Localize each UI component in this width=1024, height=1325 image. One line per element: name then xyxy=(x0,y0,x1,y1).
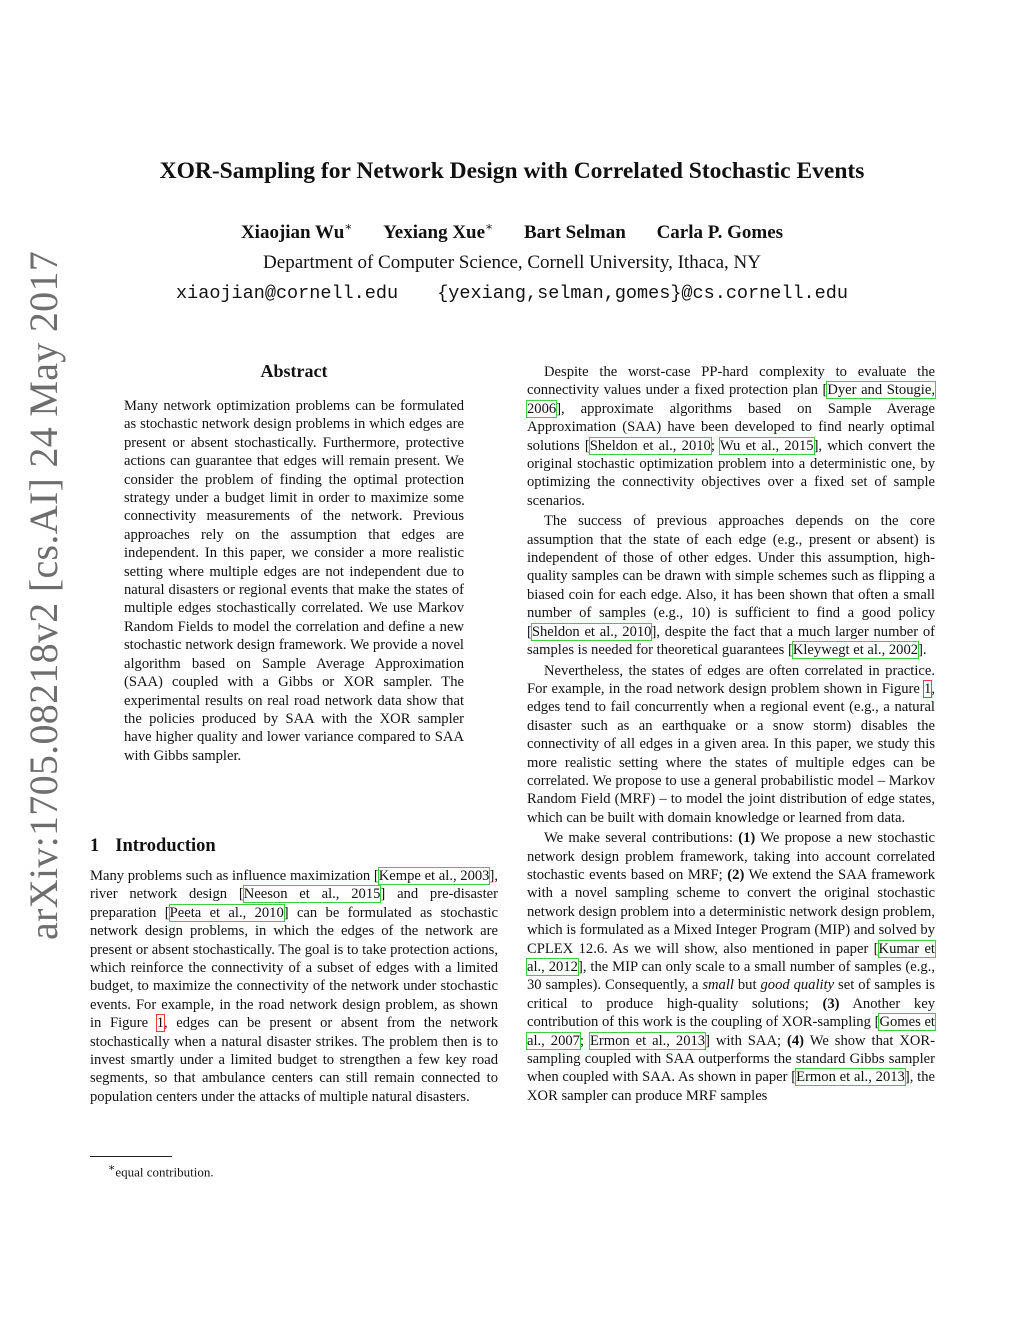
introduction-body xyxy=(90,867,498,1106)
citation-link[interactable]: Neeson et al., 2015 xyxy=(243,886,381,903)
section-heading-introduction: 1 Introduction xyxy=(90,836,216,856)
figure-ref-link[interactable]: 1 xyxy=(924,680,932,697)
figure-ref-link[interactable]: 1 xyxy=(156,1015,164,1032)
citation-link[interactable]: Kumar et al., 2012 xyxy=(527,940,935,975)
author-emails xyxy=(0,283,1024,304)
citation-link[interactable]: Dyer and Stougie, 2006 xyxy=(527,382,935,417)
footnote: ∗equal contribution. xyxy=(108,1162,214,1180)
citation-link[interactable]: Kleywegt et al., 2002 xyxy=(792,642,919,659)
citation-link[interactable]: Kempe et al., 2003 xyxy=(378,868,490,884)
author-name: Carla P. Gomes xyxy=(656,222,784,244)
email-address[interactable]: xiaojian@cornell.edu xyxy=(176,283,399,304)
paragraph: Despite the worst-case PP-hard complexity to evaluate the connectivity values under a fixed protection plan [Dyer and Stougie, 2006], approximate algorithms based on Sample Average Approximation (SAA) have been developed to find nearly optimal solutions [Sheldon et al., 2010; Wu et al., 2015], which convert the original stochastic optimization problem into a deterministic one, by optimizing the connectivity objectives over a fixed set of sample scenarios. xyxy=(527,364,935,509)
citation-link[interactable]: Wu et al., 2015 xyxy=(719,437,814,454)
paper-title: XOR-Sampling for Network Design with Correlated Stochastic Events xyxy=(159,158,865,184)
author-name: Xiaojian Wu∗ xyxy=(240,220,353,244)
citation-link[interactable]: Sheldon et al., 2010 xyxy=(589,437,711,454)
author-list xyxy=(0,220,1024,244)
author-name: Yexiang Xue∗ xyxy=(383,220,494,244)
arxiv-identifier-stamp: arXiv:1705.08218v2 [cs.AI] 24 May 2017 xyxy=(21,250,66,940)
citation-link[interactable]: Sheldon et al., 2010 xyxy=(531,623,652,640)
footnote-divider xyxy=(90,1156,172,1157)
paragraph: Nevertheless, the states of edges are often correlated in practice. For example, in the road network design problem shown in Figure 1, edges tend to fail concurrently when a regional event (e.g., a natural disaster such as an earthquake or a snow storm) disables the connectivity of all edges in a given area. In this paper, we study this more realistic setting where the states of multiple edges can be correlated. We propose to use a general probabilistic model – Markov Random Field (MRF) – to model the joint distribution of edge states, which can be built with domain knowledge or learned from data. xyxy=(527,662,935,826)
paragraph: The success of previous approaches depends on the core assumption that the state of each edge (e.g., present or absent) is independent of those of other edges. Under this assumption, high-quality samples can be drawn with simple schemes such as flipping a biased coin for each edge. Also, it has been shown that often a small number of samples (e.g., 10) is sufficient to find a good policy [Sheldon et al., 2010], despite the fact that a much larger number of samples is needed for theoretical guarantees [Kleywegt et al., 2002]. xyxy=(527,513,935,659)
affiliation: Department of Computer Science, Cornell University, Ithaca, NY xyxy=(263,252,761,273)
right-column-body xyxy=(527,363,935,1105)
paragraph: Many problems such as influence maximization [Kempe et al., 2003], river network design [Neeson et al., 2015] and pre-disaster preparation [Peeta et al., 2010] can be formulated as stochastic network design problems, in which the edges of the network are present or absent stochastically. The goal is to take protection actions, which reinforce the connectivity of a subset of edges with a limited budget, to maximize the connectivity of the network under stochastic events. For example, in the road network design problem, as shown in Figure 1, edges can be present or absent from the network stochastically when a natural disaster strikes. The problem then is to invest smartly under a limited budget to strengthen a few key road segments, so that ambulance centers can still remain connected to population centers under the attacks of multiple natural disasters. xyxy=(90,868,499,1105)
citation-link[interactable]: Gomes et al., 2007 xyxy=(527,1014,935,1049)
author-name: Bart Selman xyxy=(523,222,626,244)
citation-link[interactable]: Ermon et al., 2013 xyxy=(796,1069,905,1086)
email-address[interactable]: {yexiang,selman,gomes}@cs.cornell.edu xyxy=(437,283,848,304)
abstract-heading: Abstract xyxy=(260,361,328,381)
paragraph: We make several contributions: (1) We propose a new stochastic network design problem framework, taking into account correlated stochastic events based on MRF; (2) We extend the SAA framework with a novel sampling scheme to convert the original stochastic network design problem into a deterministic network design problem, which is formulated as a Mixed Integer Program (MIP) and solved by CPLEX 12.6. As we will show, also mentioned in paper [Kumar et al., 2012], the MIP can only scale to a small number of samples (e.g., 30 samples). Consequently, a small but good quality set of samples is critical to produce high-quality solutions; (3) Another key contribution of this work is the coupling of XOR-sampling [Gomes et al., 2007; Ermon et al., 2013] with SAA; (4) We show that XOR-sampling coupled with SAA outperforms the standard Gibbs sampler when coupled with SAA. As shown in paper [Ermon et al., 2013], the XOR sampler can produce MRF samples xyxy=(527,830,936,1104)
citation-link[interactable]: Peeta et al., 2010 xyxy=(169,904,284,921)
abstract-text: Many network optimization problems can be formulated as stochastic network design problems in which edges are present or absent stochastically. Furthermore, protective actions can guarantee that edges will remain present. We consider the problem of finding the optimal protection strategy under a budget limit in order to maximize some connectivity measurements of the network. Previous approaches rely on the assumption that edges are independent. In this paper, we consider a more realistic setting where multiple edges are not independent due to natural disasters or regional events that make the states of multiple edges stochastically correlated. We use Markov Random Fields to model the correlation and define a new stochastic network design framework. We provide a novel algorithm based on Sample Average Approximation (SAA) coupled with a Gibbs or XOR sampler. The experimental results on real road network data show that the policies produced by SAA with the XOR sampler have higher quality and lower variance compared to SAA with Gibbs sampler. xyxy=(124,398,464,764)
citation-link[interactable]: Ermon et al., 2013 xyxy=(589,1032,706,1049)
